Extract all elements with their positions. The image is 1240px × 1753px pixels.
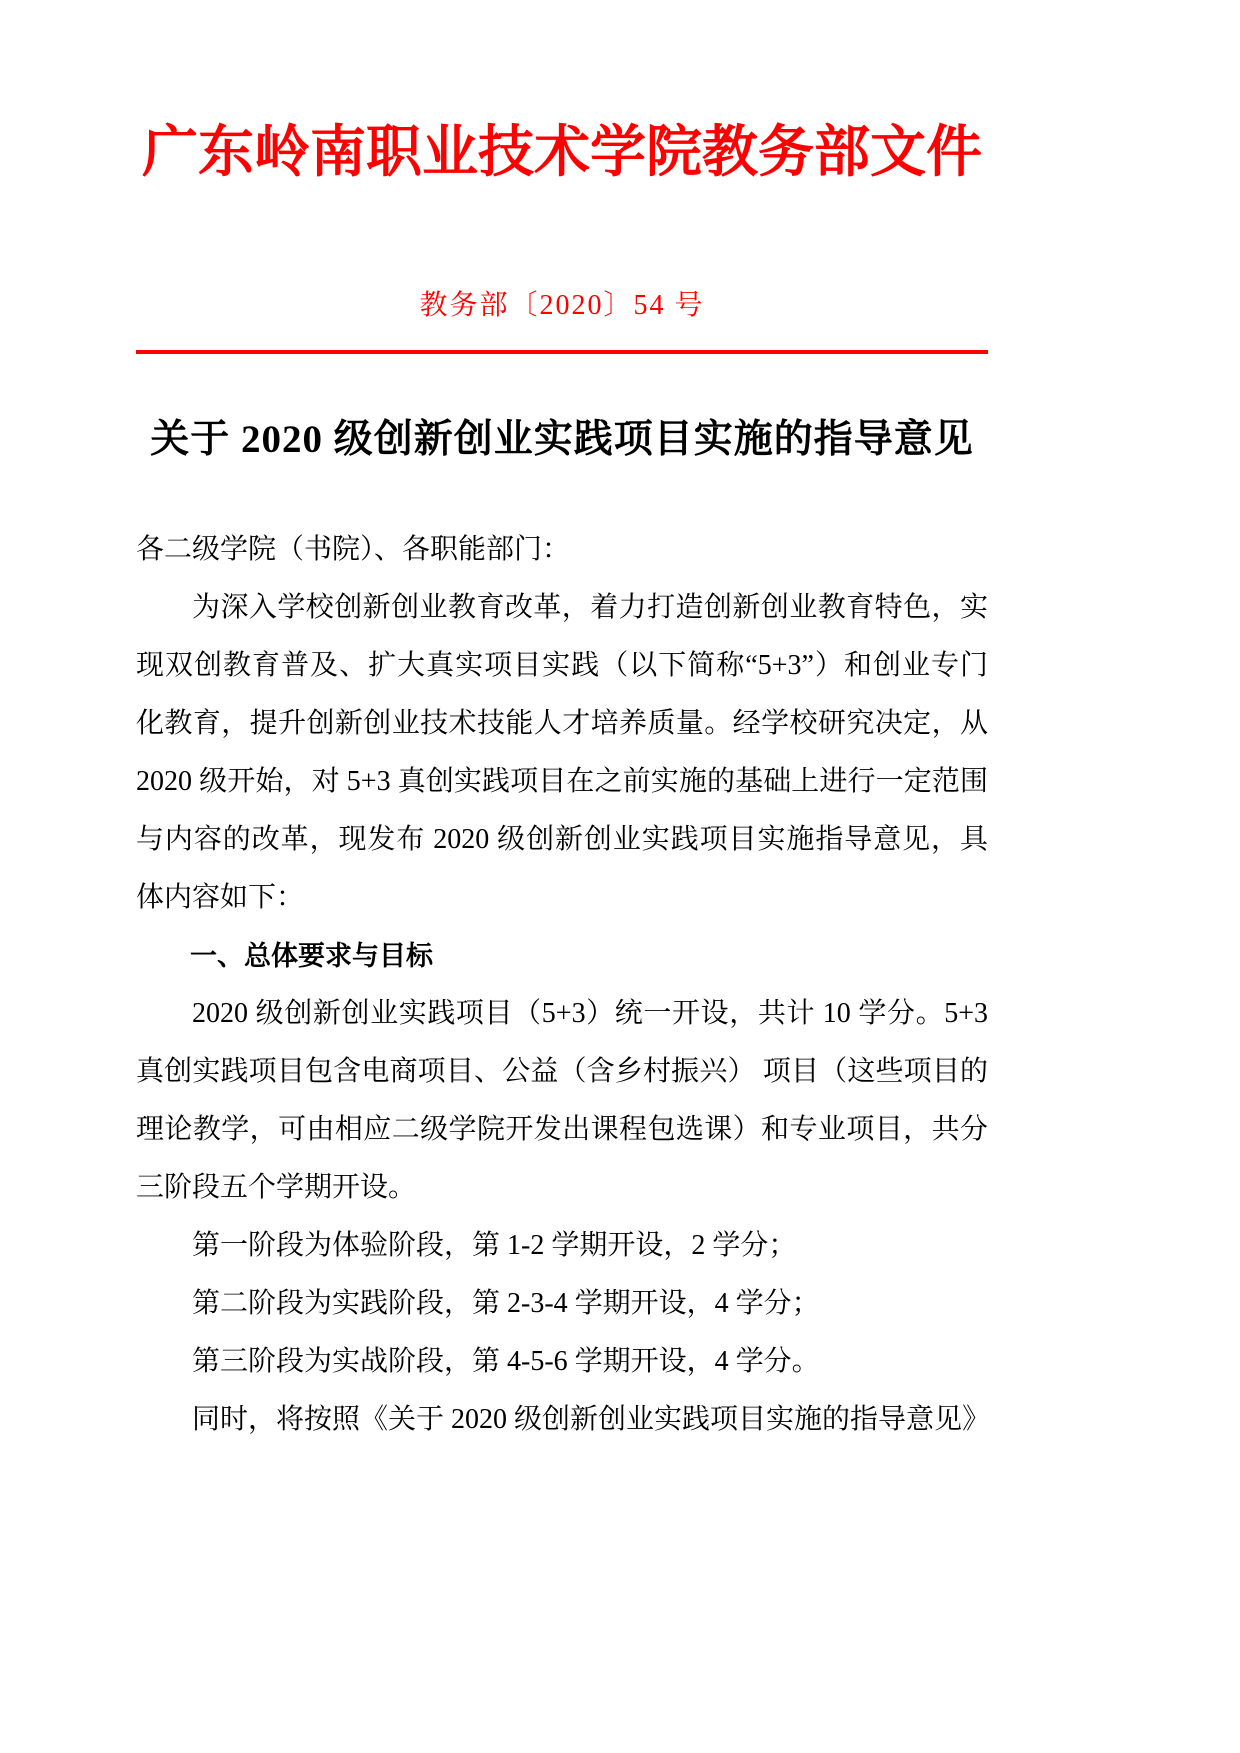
stage-line-1: 第一阶段为体验阶段，第 1-2 学期开设，2 学分；	[192, 1230, 797, 1261]
letterhead-divider-rule	[136, 350, 988, 354]
salutation-line: 各二级学院（书院）、各职能部门：	[136, 534, 571, 565]
letterhead	[136, 118, 988, 354]
stage-line-2: 第二阶段为实践阶段，第 2-3-4 学期开设，4 学分；	[192, 1288, 820, 1319]
intro-paragraph: 为深入学校创新创业教育改革，着力打造创新创业教育特色，实现双创教育普及、扩大真实项目实践（以下简称“5+3”）和创业专门化教育，提升创新创业技术技能人才培养质量。经学校研究决定，从 2020 级开始，对 5+3 真创实践项目在之前实施的基础上进行一定范围与内容的改革，现发布 2020 级创新创业实践项目实施指导意见，具体内容如下：	[136, 592, 988, 913]
letterhead-org-title: 广东岭南职业技术学院教务部文件	[142, 122, 982, 184]
closing-paragraph: 同时，将按照《关于 2020 级创新创业实践项目实施的指导意见》	[192, 1404, 991, 1435]
document-body	[136, 521, 991, 1449]
section1-heading: 一、总体要求与目标	[190, 941, 433, 971]
document-title: 关于 2020 级创新创业实践项目实施的指导意见	[150, 418, 974, 461]
stage-line-3: 第三阶段为实战阶段，第 4-5-6 学期开设，4 学分。	[192, 1346, 820, 1377]
doc-number: 教务部〔2020〕54 号	[419, 290, 705, 321]
section1-paragraph: 2020 级创新创业实践项目（5+3）统一开设，共计 10 学分。5+3 真创实践项目包含电商项目、公益（含乡村振兴） 项目（这些项目的理论教学，可由相应二级学院开发出课程包选课）和专业项目，共分三阶段五个学期开设。	[136, 998, 988, 1203]
